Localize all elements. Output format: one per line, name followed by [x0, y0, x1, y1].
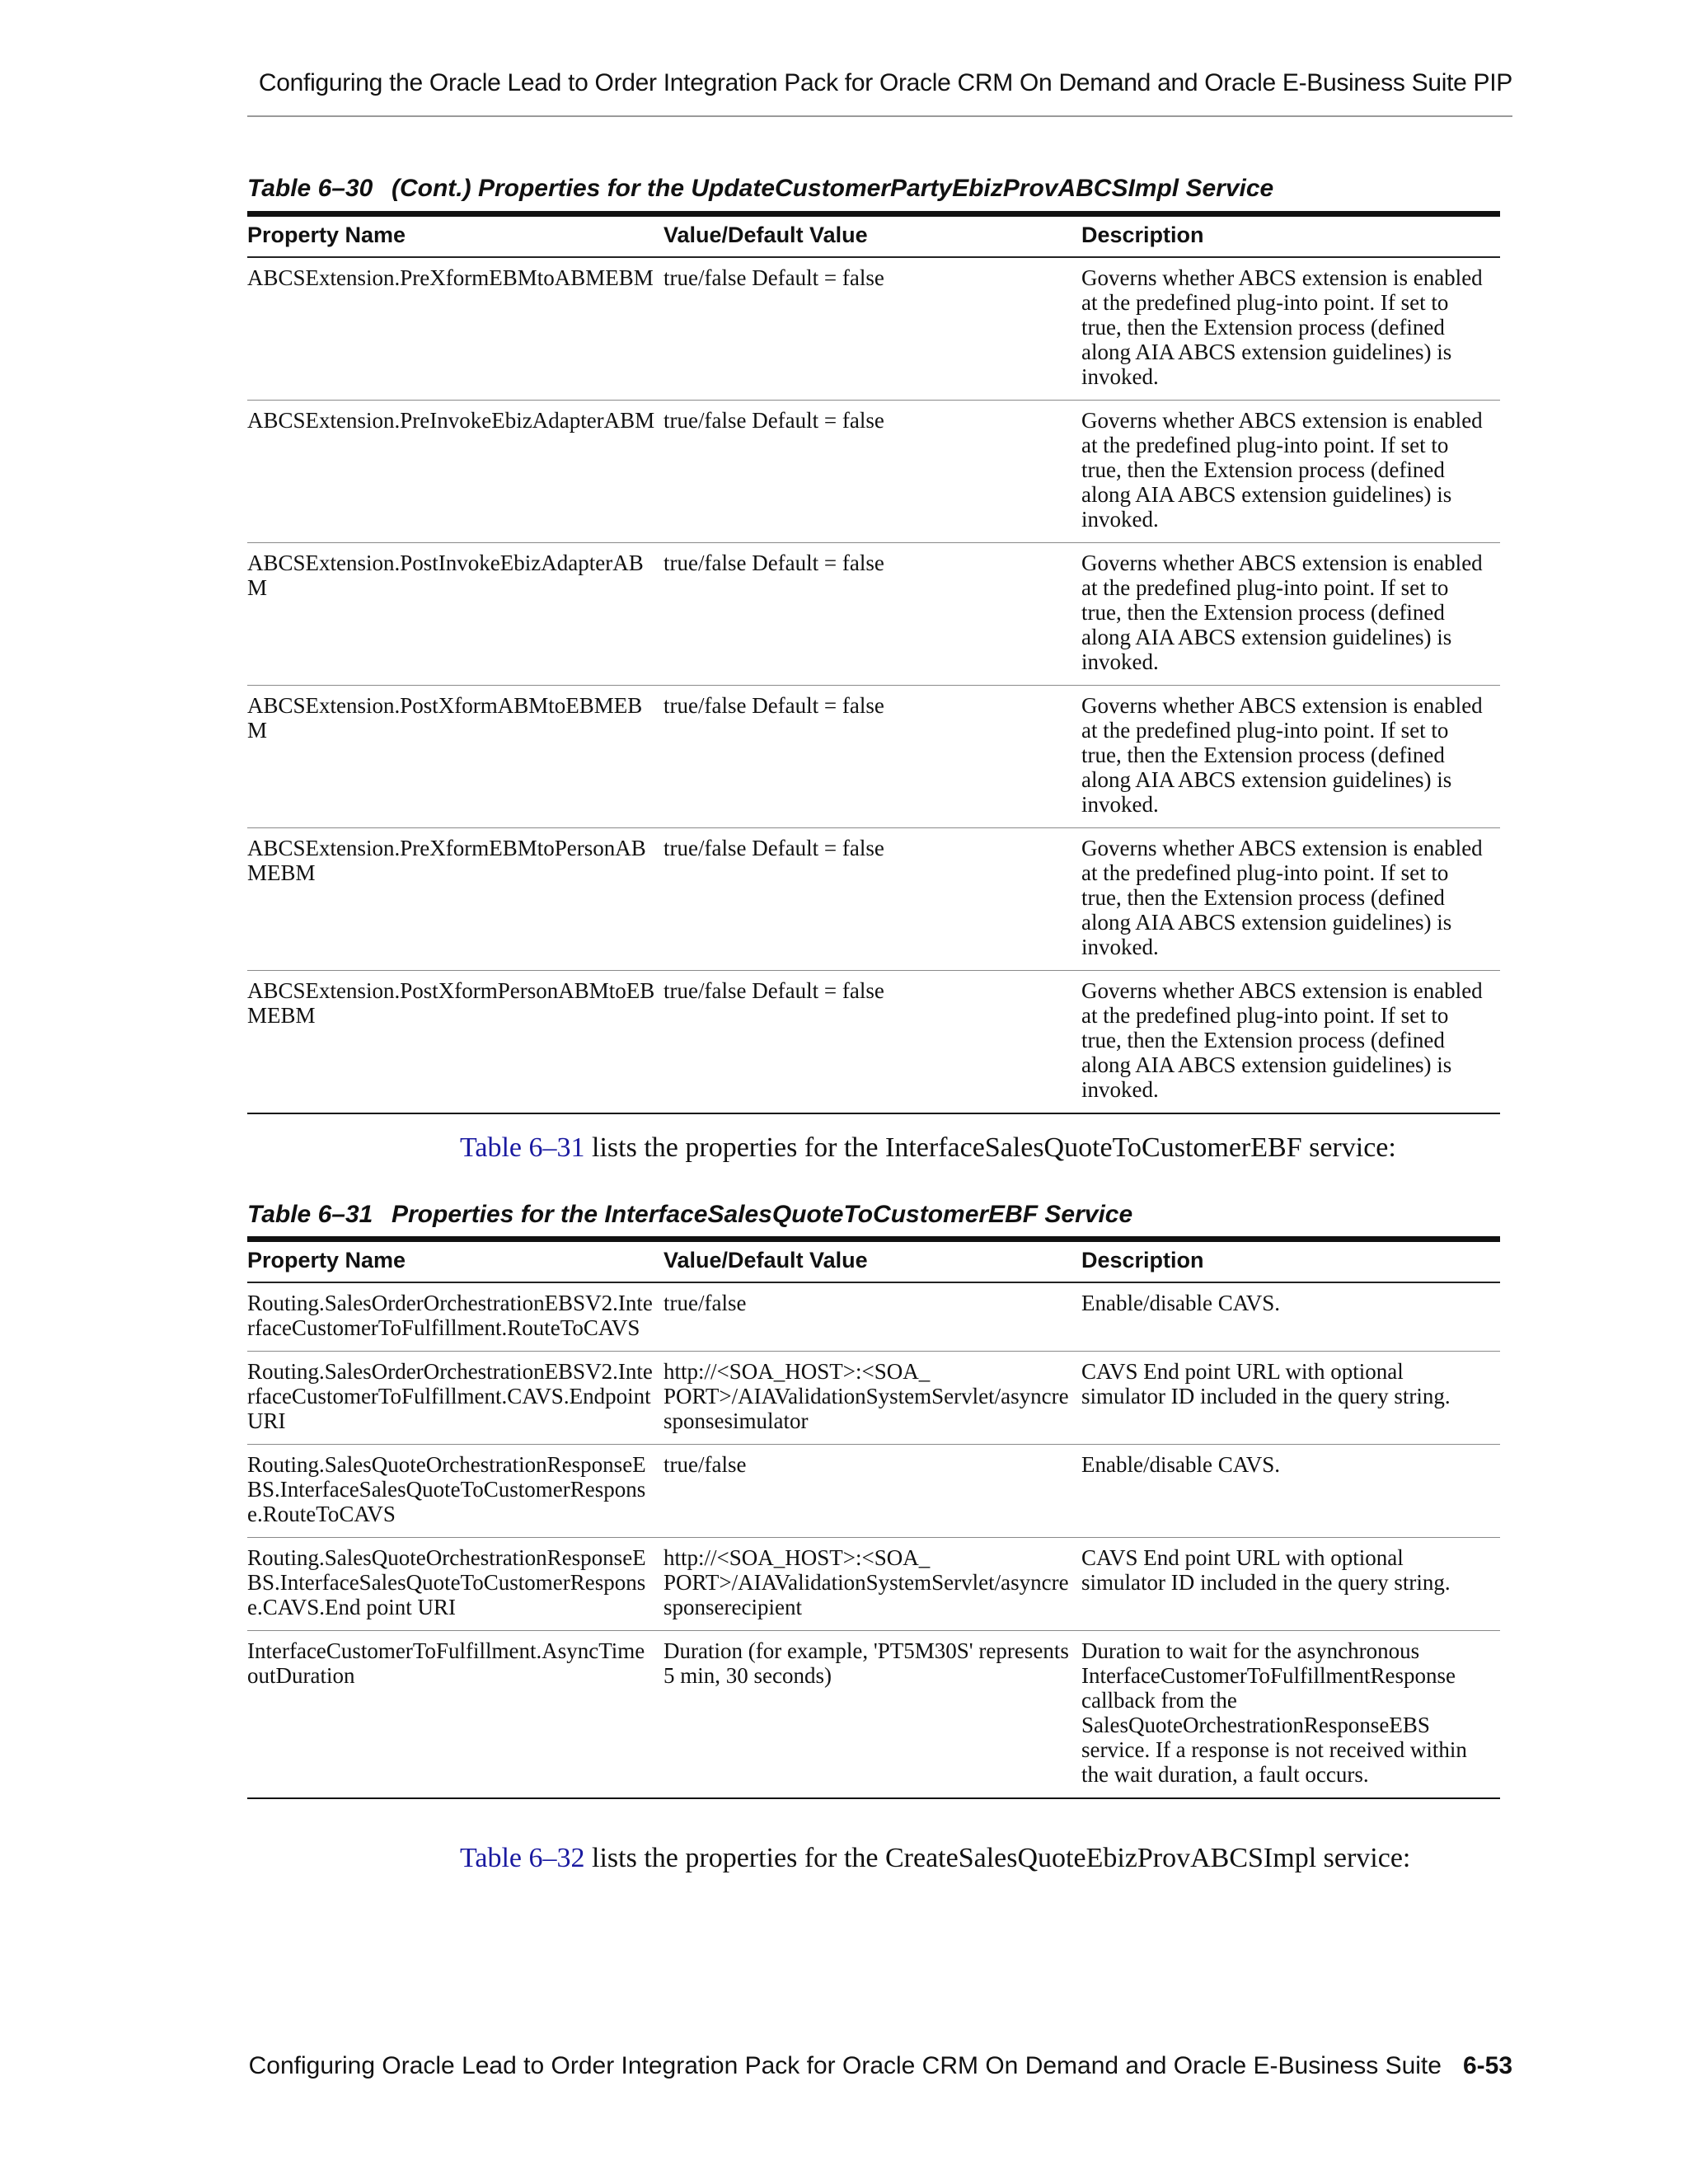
value-cell: true/false — [663, 1445, 1081, 1538]
table-number: Table 6–30 — [247, 175, 373, 202]
property-cell: ABCSExtension.PreXformEBMtoPersonABMEBM — [247, 828, 663, 971]
description-cell: Governs whether ABCS extension is enabled at the predefined plug-into point. If set to true, then the Extension process (defined along AIA ABCS extension guidelines) is invoked. — [1081, 971, 1500, 1114]
description-cell: Governs whether ABCS extension is enabled at the predefined plug-into point. If set to true, then the Extension process (defined along AIA ABCS extension guidelines) is invoked. — [1081, 828, 1500, 971]
table-header-row — [247, 1240, 1500, 1283]
table-row — [247, 543, 1500, 686]
table-number: Table 6–31 — [247, 1201, 373, 1228]
running-footer — [247, 2052, 1512, 2080]
table-cross-reference-link[interactable]: Table 6–31 — [460, 1132, 585, 1163]
description-cell: Enable/disable CAVS. — [1081, 1282, 1500, 1352]
table-row — [247, 1352, 1500, 1445]
description-cell: Governs whether ABCS extension is enabled at the predefined plug-into point. If set to true, then the Extension process (defined along AIA ABCS extension guidelines) is invoked. — [1081, 401, 1500, 543]
body-paragraph — [460, 1132, 1396, 1164]
running-header: Configuring the Oracle Lead to Order Integration Pack for Oracle CRM On Demand and Oracle E-Business Suite PIP — [258, 69, 1512, 96]
value-cell: true/false Default = false — [663, 543, 1081, 686]
description-cell: Governs whether ABCS extension is enabled at the predefined plug-into point. If set to true, then the Extension process (defined along AIA ABCS extension guidelines) is invoked. — [1081, 257, 1500, 401]
property-cell: ABCSExtension.PostInvokeEbizAdapterABM — [247, 543, 663, 686]
value-cell: true/false Default = false — [663, 828, 1081, 971]
body-paragraph — [460, 1843, 1410, 1874]
description-cell: Enable/disable CAVS. — [1081, 1445, 1500, 1538]
property-cell: Routing.SalesOrderOrchestrationEBSV2.InterfaceCustomerToFulfillment.CAVS.EndpointURI — [247, 1352, 663, 1445]
column-header-description: Description — [1081, 1240, 1500, 1283]
value-cell: true/false Default = false — [663, 686, 1081, 828]
description-cell: CAVS End point URL with optional simulator ID included in the query string. — [1081, 1538, 1500, 1631]
table-title: Properties for the InterfaceSalesQuoteToCustomerEBF Service — [392, 1201, 1133, 1228]
value-cell: true/false — [663, 1282, 1081, 1352]
column-header-description: Description — [1081, 214, 1500, 258]
table-header-row — [247, 214, 1500, 258]
page-number: 6-53 — [1462, 2052, 1512, 2079]
footer-title: Configuring Oracle Lead to Order Integration Pack for Oracle CRM On Demand and Oracle E-Business Suite — [248, 2052, 1442, 2079]
column-header-value: Value/Default Value — [663, 214, 1081, 258]
properties-table — [247, 211, 1500, 1114]
header-rule — [247, 115, 1512, 117]
table-row — [247, 257, 1500, 401]
table-row — [247, 1445, 1500, 1538]
column-header-value: Value/Default Value — [663, 1240, 1081, 1283]
value-cell: true/false Default = false — [663, 971, 1081, 1114]
property-cell: Routing.SalesQuoteOrchestrationResponseEBS.InterfaceSalesQuoteToCustomerResponse.CAVS.End point URI — [247, 1538, 663, 1631]
property-cell: ABCSExtension.PreXformEBMtoABMEBM — [247, 257, 663, 401]
property-cell: Routing.SalesQuoteOrchestrationResponseEBS.InterfaceSalesQuoteToCustomerResponse.RouteToCAVS — [247, 1445, 663, 1538]
value-cell: true/false Default = false — [663, 401, 1081, 543]
table-row — [247, 686, 1500, 828]
property-cell: ABCSExtension.PreInvokeEbizAdapterABM — [247, 401, 663, 543]
table-caption — [247, 175, 1273, 203]
table-row — [247, 1538, 1500, 1631]
paragraph-text: lists the properties for the InterfaceSalesQuoteToCustomerEBF service: — [584, 1132, 1396, 1163]
description-cell: Governs whether ABCS extension is enabled at the predefined plug-into point. If set to true, then the Extension process (defined along AIA ABCS extension guidelines) is invoked. — [1081, 543, 1500, 686]
table-row — [247, 971, 1500, 1114]
description-cell: Duration to wait for the asynchronous InterfaceCustomerToFulfillmentResponse callback from the SalesQuoteOrchestrationResponseEBS service. If a response is not received within the wait duration, a fault occurs. — [1081, 1631, 1500, 1799]
table-title: (Cont.) Properties for the UpdateCustomerPartyEbizProvABCSImpl Service — [392, 175, 1274, 202]
property-cell: ABCSExtension.PostXformABMtoEBMEBM — [247, 686, 663, 828]
paragraph-text: lists the properties for the CreateSalesQuoteEbizProvABCSImpl service: — [584, 1843, 1411, 1873]
table-row — [247, 401, 1500, 543]
property-cell: InterfaceCustomerToFulfillment.AsyncTimeoutDuration — [247, 1631, 663, 1799]
column-header-property: Property Name — [247, 214, 663, 258]
value-cell: http://<SOA_HOST>:<SOA_ PORT>/AIAValidationSystemServlet/asyncresponserecipient — [663, 1538, 1081, 1631]
table-row — [247, 1282, 1500, 1352]
table-row — [247, 828, 1500, 971]
table-caption — [247, 1201, 1132, 1229]
value-cell: http://<SOA_HOST>:<SOA_ PORT>/AIAValidationSystemServlet/asyncresponsesimulator — [663, 1352, 1081, 1445]
table-row — [247, 1631, 1500, 1799]
value-cell: true/false Default = false — [663, 257, 1081, 401]
property-cell: Routing.SalesOrderOrchestrationEBSV2.InterfaceCustomerToFulfillment.RouteToCAVS — [247, 1282, 663, 1352]
property-cell: ABCSExtension.PostXformPersonABMtoEBMEBM — [247, 971, 663, 1114]
table-cross-reference-link[interactable]: Table 6–32 — [460, 1843, 585, 1873]
properties-table — [247, 1236, 1500, 1799]
description-cell: Governs whether ABCS extension is enabled at the predefined plug-into point. If set to true, then the Extension process (defined along AIA ABCS extension guidelines) is invoked. — [1081, 686, 1500, 828]
value-cell: Duration (for example, 'PT5M30S' represents 5 min, 30 seconds) — [663, 1631, 1081, 1799]
column-header-property: Property Name — [247, 1240, 663, 1283]
description-cell: CAVS End point URL with optional simulator ID included in the query string. — [1081, 1352, 1500, 1445]
